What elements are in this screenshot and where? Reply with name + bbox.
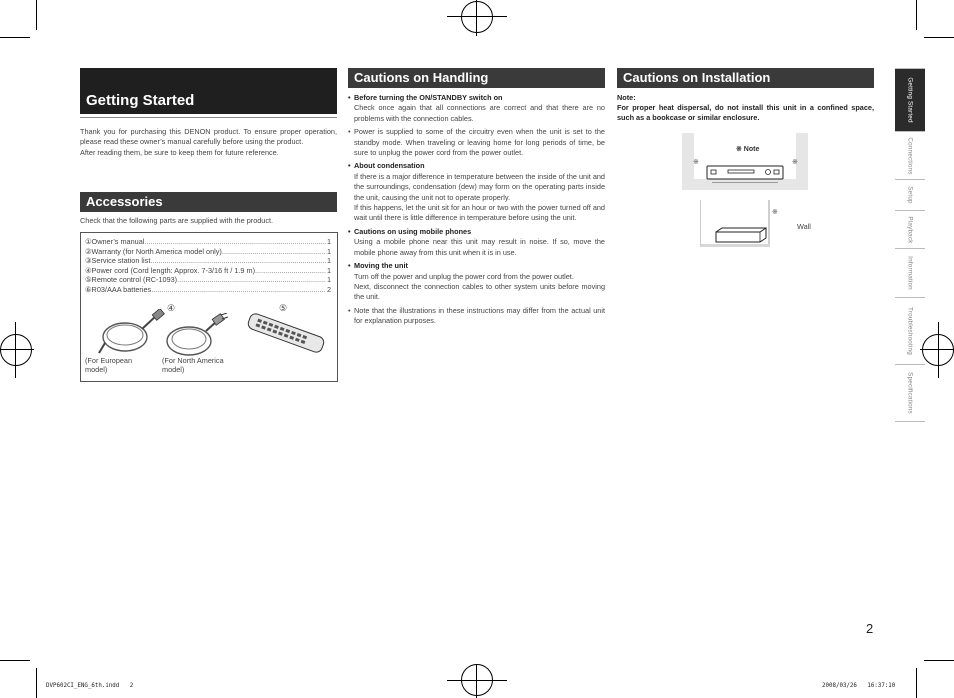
accessories-header	[80, 192, 337, 212]
tab-getting-started[interactable]: Getting Started	[895, 68, 925, 131]
handling-body: • Before turning the ON/STANDBY switch on Check once again that all connections are correct and that there are no problems with the connection cables. • Power is supplied to some of the circuitry even when the unit is set to the standby mode. When traveling or leaving home for long periods of time, be sure to unplug the power cord from the power outlet. • About condensation If there is a major difference in temperature between the inside of the unit and the surroundings, condensation (dew) may form on the operating parts inside the unit, causing the unit not to operate properly. If this happens, let the unit sit for an hour or two with the power turned off and wait until there is little difference in temperature before using the unit. • Cautions on using mobile phones Using a mobile phone near this unit may result in noise. If so, move the mobile phone away from this unit when it is in use. • Moving the unit Turn off the power and unplug the power cord from the power outlet. Next, disconnect the connection cables to other system units before moving the unit. • Note that the illustrations in these instructions may differ from the actual unit for explanation purposes.	[348, 93, 605, 327]
installation-note-label: Note:	[617, 93, 636, 102]
list-item: ② Warranty (for North America model only) ..... 1	[85, 247, 331, 257]
wall-label: Wall	[797, 222, 811, 231]
remote-control-illustration	[241, 311, 331, 355]
list-item: ⑥ R03/AAA batteries ..... 2	[85, 285, 331, 295]
installation-header	[617, 68, 874, 88]
getting-started-header	[80, 68, 337, 114]
list-item: ③ Service station list ..... 1	[85, 256, 331, 266]
tab-troubleshooting[interactable]: Troubleshooting	[895, 297, 925, 364]
tab-specifications[interactable]: Specifications	[895, 364, 925, 422]
page-title: Getting Started	[86, 92, 195, 109]
caption-north-america-model: (For North America model)	[162, 356, 224, 375]
cord-figure-label: ④	[167, 303, 176, 313]
dvd-player-side-illustration	[714, 226, 768, 246]
page-number: 2	[866, 621, 874, 636]
list-item: ⑤ Remote control (RC-1093) ..... 1	[85, 275, 331, 285]
handling-title: Cautions on Handling	[354, 70, 489, 85]
installation-front-figure	[682, 133, 808, 190]
figure-mark-left: ※	[693, 159, 699, 166]
accessories-list	[85, 237, 331, 295]
dvd-player-front-illustration	[706, 165, 784, 181]
list-item: ① Owner’s manual ..... 1	[85, 237, 331, 247]
installation-side-figure	[700, 200, 830, 250]
accessories-title: Accessories	[86, 194, 163, 209]
accessories-box	[80, 232, 338, 382]
tab-setup[interactable]: Setup	[895, 179, 925, 210]
side-figure-mark: ※	[772, 209, 778, 216]
intro-paragraph: Thank you for purchasing this DENON product. To ensure proper operation, please read these owner’s manual carefully before using the product. After reading them, be sure to keep them for future reference.	[80, 127, 337, 157]
handling-header	[348, 68, 605, 88]
tab-information[interactable]: Information	[895, 248, 925, 297]
tab-playback[interactable]: Playback	[895, 210, 925, 248]
installation-title: Cautions on Installation	[623, 70, 771, 85]
footer-file-name: DVP602CI_ENG_6th.indd 2	[46, 683, 134, 689]
tab-connections[interactable]: Connections	[895, 131, 925, 179]
figure-note-label: ※ Note	[736, 146, 760, 153]
installation-note-text: For proper heat dispersal, do not install this unit in a confined space, such as a bookcase or similar enclosure.	[617, 103, 874, 123]
power-cord-na-illustration	[161, 313, 231, 361]
list-item: ④ Power cord (Cord length: Approx. 7-3/16 ft / 1.9 m) ..... 1	[85, 266, 331, 276]
figure-mark-right: ※	[792, 159, 798, 166]
caption-european-model: (For European model)	[85, 356, 133, 375]
remote-figure-label: ⑤	[279, 303, 288, 313]
footer-timestamp: 2008/03/26 16:37:10	[822, 683, 896, 689]
power-cord-eu-illustration	[97, 309, 167, 357]
accessories-intro: Check that the following parts are supplied with the product.	[80, 216, 274, 225]
